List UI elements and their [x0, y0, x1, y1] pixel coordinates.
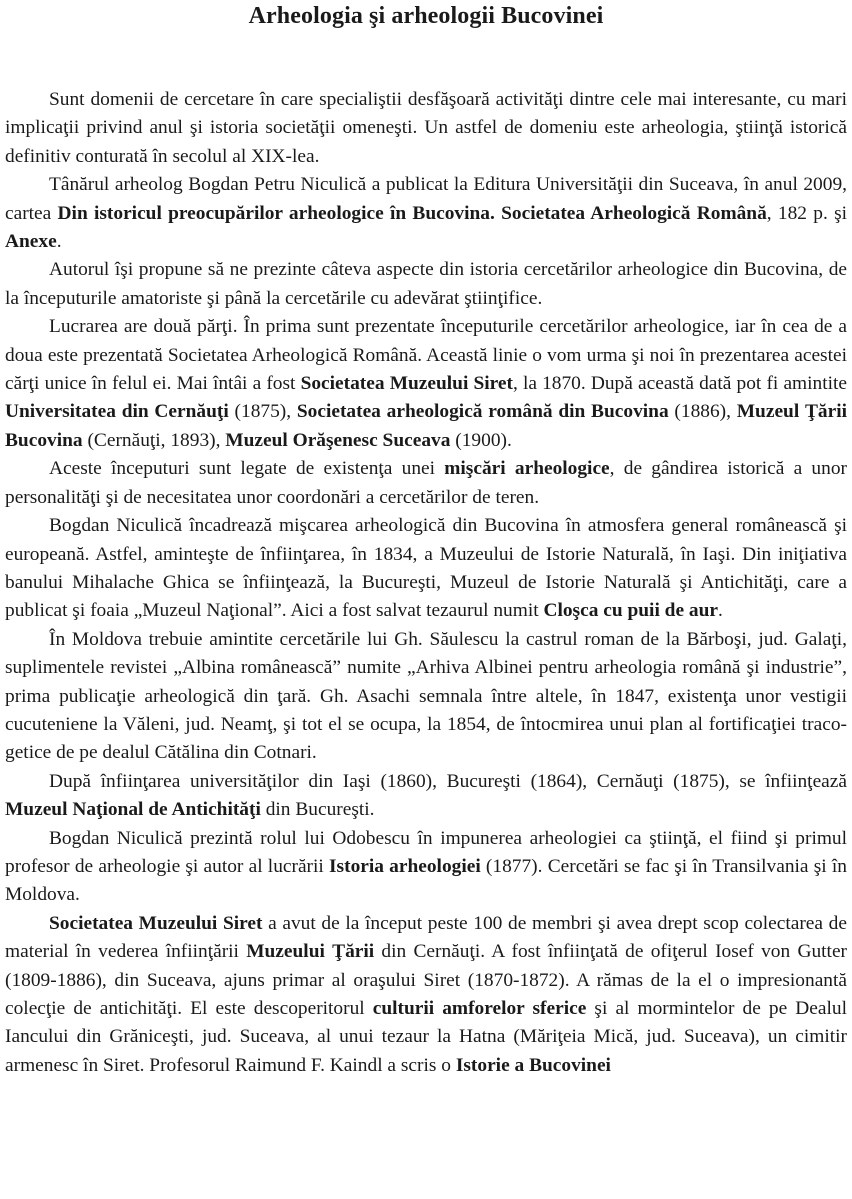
bold-text: Societatea arheologică română din Bucovina	[296, 401, 669, 423]
page-title: Arheologia şi arheologii Bucovinei	[248, 3, 604, 29]
document-page	[5, 0, 847, 1080]
bold-text: Muzeul Naţional de Antichităţi	[5, 799, 261, 821]
text-run: (1877). Cercetări se fac şi în Transilvania şi în Moldova.	[5, 855, 847, 906]
paragraph	[5, 626, 847, 768]
bold-text: Muzeul Orăşenesc Suceava	[225, 429, 451, 451]
text-run: , de gândirea istorică a unor personalităţi şi de necesitatea unor coordonări a cercetărilor de teren.	[5, 458, 847, 508]
text-run: din Cernăuţi. A fost înfiinţată de ofiţerul Iosef von Gutter (1809-1886), din Suceava, ajuns primar al oraşului Siret (1870-1872). A rămas de la el o impresionantă colecţie de antichităţi. El este descoperitorul	[5, 941, 848, 1019]
paragraph	[5, 171, 847, 256]
bold-text: Societatea Muzeului Siret	[49, 912, 263, 934]
text-run: (1900).	[450, 429, 512, 451]
paragraph	[5, 455, 847, 512]
text-run: Autorul îşi propune să ne prezinte câteva aspecte din istoria cercetărilor arheologice din Bucovina, de la începuturile amatoriste şi până la cercetările cu adevărat ştiinţifice.	[5, 259, 847, 309]
text-run: , la 1870. După această dată pot fi amintite	[512, 373, 847, 395]
text-run: (Cernăuţi, 1893),	[82, 429, 226, 451]
bold-text: mişcări arheologice	[444, 458, 610, 480]
bold-text: Muzeului Ţării	[246, 941, 375, 963]
paragraph	[5, 768, 847, 825]
text-run: După înfiinţarea universităţilor din Iaşi (1860), Bucureşti (1864), Cernăuţi (1875), se înfiinţează	[49, 770, 847, 792]
text-run: Bogdan Niculică prezintă rolul lui Odobescu în impunerea arheologiei ca ştiinţă, el fiind şi primul profesor de arheologie şi autor al lucrării	[5, 827, 847, 877]
paragraph	[5, 86, 847, 171]
text-run: din Bucureşti.	[260, 799, 375, 821]
text-run: În Moldova trebuie amintite cercetările lui Gh. Săulescu la castrul roman de la Bărboşi, jud. Galaţi, suplimentele revistei „Albina românească” numite „Arhiva Albinei pentru arheologia română şi industrie”, prima publicaţie arheologică din ţară. Gh. Asachi semnala între altele, în 1847, existenţa unor vestigii cucuteniene la Văleni, jud. Neamţ, şi tot el se ocupa, la 1854, de întocmirea unui plan al fortificaţiei traco-getice de pe dealul Cătălina din Cotnari.	[5, 628, 847, 764]
text-run: , 182 p. şi	[766, 202, 848, 224]
text-run: Aceste începuturi sunt legate de existenţa unei	[49, 458, 445, 480]
bold-text: culturii amforelor sferice	[372, 998, 587, 1019]
text-run: Lucrarea are două părţi. În prima sunt prezentate începuturile cercetărilor arheologice, iar în cea de a doua este prezentată Societatea Arheologică Română. Această linie o vom urma şi noi în prezentarea acestei cărţi unice în felul ei. Mai întâi a fost	[5, 316, 847, 395]
bold-text: Istoria arheologiei	[329, 855, 481, 877]
bold-text: Anexe	[5, 231, 57, 253]
text-run: Bogdan Niculică încadrează mişcarea arheologică din Bucovina în atmosfera general românească şi europeană. Astfel, aminteşte de înfiinţarea, în 1834, a Muzeului de Istorie Naturală, în Iaşi. Din iniţiativa banului Mihalache Ghica se înfiinţează, la Bucureşti, Muzeul de Istorie Naturală şi Antichităţi, care a publicat şi foaia „Muzeul Naţional”. Aici a fost salvat tezaurul numit	[5, 515, 847, 622]
article-body	[5, 86, 847, 1080]
text-run: Sunt domenii de cercetare în care specialiştii desfăşoară activităţi dintre cele mai interesante, cu mari implicaţii privind anul şi istoria societăţii omeneşti. Un astfel de domeniu este arheologia, ştiinţă istorică definitiv conturată în secolul al XIX-lea.	[5, 89, 847, 167]
bold-text: Cloşca cu puii de aur	[543, 600, 719, 622]
paragraph	[5, 910, 847, 1080]
paragraph	[5, 512, 847, 626]
text-run: şi al mormintelor de pe Dealul Iancului din Grăniceşti, jud. Suceava, al unui tezaur la Hatna (Măriţeia Mică, jud. Suceava), un cimitir armenesc în Siret. Profesorul Raimund F. Kaindl a scris o	[5, 998, 847, 1076]
bold-text: Universitatea din Cernăuţi	[5, 401, 229, 423]
bold-text: Muzeul Ţării Bucovina	[5, 401, 848, 451]
paragraph	[5, 313, 847, 455]
bold-text: Societatea Muzeului Siret	[300, 373, 513, 395]
text-run: (1886),	[668, 401, 737, 423]
bold-text: Istorie a Bucovinei	[455, 1054, 611, 1076]
paragraph	[5, 256, 847, 313]
paragraph	[5, 825, 847, 910]
bold-text: Din istoricul preocupărilor arheologice în Bucovina. Societatea Arheologică Română	[57, 202, 767, 224]
text-run: (1875),	[228, 401, 297, 423]
text-run: .	[718, 600, 723, 622]
text-run: Tânărul arheolog Bogdan Petru Niculică a publicat la Editura Universităţii din Suceava, în anul 2009, cartea	[5, 174, 847, 224]
text-run: a avut de la început peste 100 de membri şi avea drept scop colectarea de material în vederea înfiinţării	[5, 912, 847, 963]
text-run: .	[56, 231, 62, 253]
